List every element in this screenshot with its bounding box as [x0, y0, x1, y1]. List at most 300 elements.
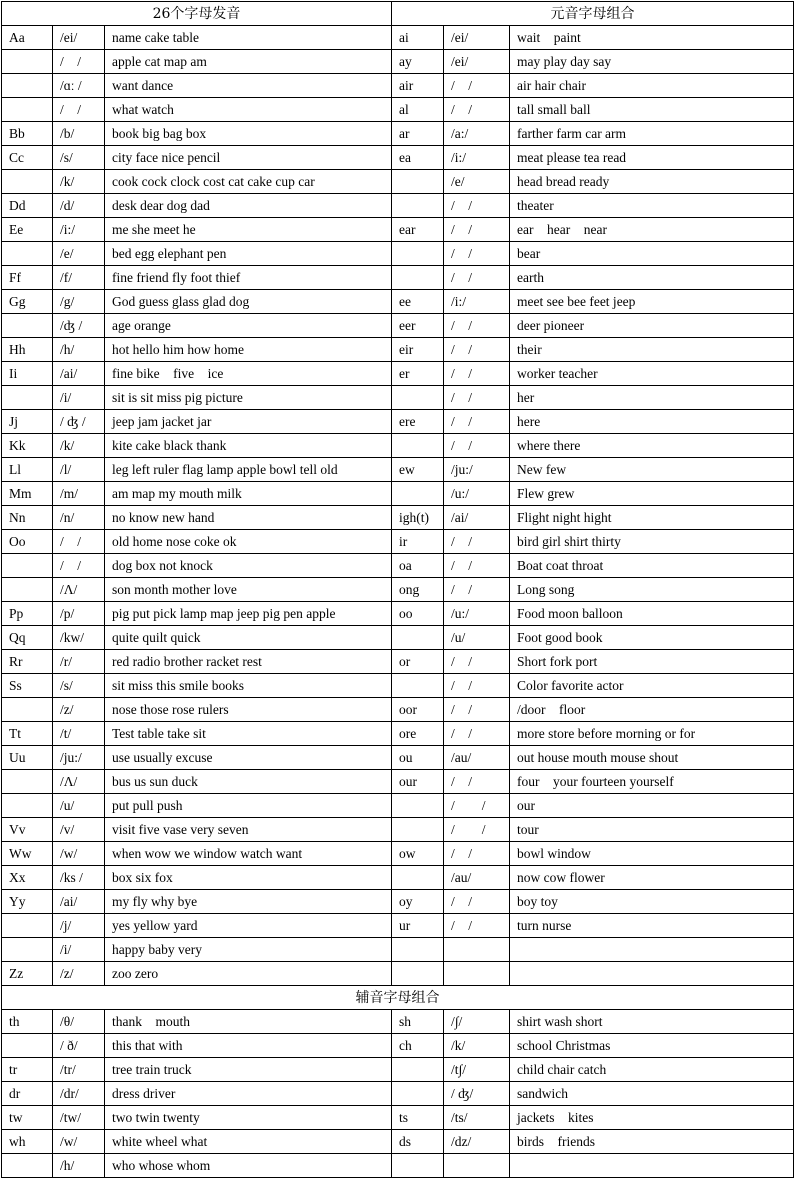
combination-phoneme-cell: / /: [444, 98, 510, 122]
table-row: [2, 1154, 794, 1178]
examples-cell: name cake table: [105, 26, 392, 50]
table-row: [2, 674, 794, 698]
examples-cell: zoo zero: [105, 962, 392, 986]
combination-examples-cell: [510, 962, 794, 986]
combination-phoneme-cell: / /: [444, 266, 510, 290]
examples-cell: fine bike five ice: [105, 362, 392, 386]
combination-cell: [392, 938, 444, 962]
examples-cell: put pull push: [105, 794, 392, 818]
table-row: [2, 1082, 794, 1106]
combination-phoneme-cell: /ei/: [444, 26, 510, 50]
combination-phoneme-cell: [444, 1154, 510, 1178]
letter-cell: [2, 314, 53, 338]
combination-cell: [392, 866, 444, 890]
table-row: [2, 194, 794, 218]
phoneme-cell: /Λ/: [53, 770, 105, 794]
letter-cell: [2, 554, 53, 578]
table-row: [2, 146, 794, 170]
examples-cell: what watch: [105, 98, 392, 122]
table-row: [2, 74, 794, 98]
examples-cell: old home nose coke ok: [105, 530, 392, 554]
examples-cell: Test table take sit: [105, 722, 392, 746]
combination-phoneme-cell: / /: [444, 914, 510, 938]
combination-examples-cell: may play day say: [510, 50, 794, 74]
combination-phoneme-cell: /u/: [444, 626, 510, 650]
examples-cell: white wheel what: [105, 1130, 392, 1154]
combination-examples-cell: worker teacher: [510, 362, 794, 386]
phoneme-cell: /ɑː /: [53, 74, 105, 98]
combination-phoneme-cell: /u:/: [444, 602, 510, 626]
phoneme-cell: /tw/: [53, 1106, 105, 1130]
combination-cell: sh: [392, 1010, 444, 1034]
combination-examples-cell: Long song: [510, 578, 794, 602]
phoneme-cell: /i/: [53, 386, 105, 410]
combination-cell: [392, 1154, 444, 1178]
phoneme-cell: /ks /: [53, 866, 105, 890]
combination-examples-cell: jackets kites: [510, 1106, 794, 1130]
combination-phoneme-cell: / /: [444, 74, 510, 98]
table-row: [2, 746, 794, 770]
combination-cell: ay: [392, 50, 444, 74]
phoneme-cell: /j/: [53, 914, 105, 938]
letter-cell: [2, 242, 53, 266]
combination-examples-cell: theater: [510, 194, 794, 218]
consonant-combination-header: 辅音字母组合: [2, 986, 794, 1010]
table-row: [2, 554, 794, 578]
combination-cell: [392, 242, 444, 266]
combination-phoneme-cell: /u:/: [444, 482, 510, 506]
combination-examples-cell: air hair chair: [510, 74, 794, 98]
letter-cell: Bb: [2, 122, 53, 146]
combination-cell: ir: [392, 530, 444, 554]
table-row: [2, 482, 794, 506]
combination-examples-cell: out house mouth mouse shout: [510, 746, 794, 770]
examples-cell: sit is sit miss pig picture: [105, 386, 392, 410]
combination-phoneme-cell: /i:/: [444, 290, 510, 314]
table-row: [2, 770, 794, 794]
table-row: [2, 1130, 794, 1154]
combination-cell: [392, 962, 444, 986]
examples-cell: happy baby very: [105, 938, 392, 962]
letter-cell: tw: [2, 1106, 53, 1130]
phonics-table-body: [2, 2, 794, 1178]
examples-cell: yes yellow yard: [105, 914, 392, 938]
phoneme-cell: / ð/: [53, 1034, 105, 1058]
combination-examples-cell: farther farm car arm: [510, 122, 794, 146]
table-row: [2, 338, 794, 362]
examples-cell: sit miss this smile books: [105, 674, 392, 698]
combination-phoneme-cell: /au/: [444, 746, 510, 770]
letter-cell: Kk: [2, 434, 53, 458]
table-row: [2, 626, 794, 650]
combination-phoneme-cell: /k/: [444, 1034, 510, 1058]
vowel-combination-header: 元音字母组合: [392, 2, 794, 26]
letter-cell: Pp: [2, 602, 53, 626]
table-row: [2, 698, 794, 722]
examples-cell: when wow we window watch want: [105, 842, 392, 866]
table-row: [2, 242, 794, 266]
combination-examples-cell: Foot good book: [510, 626, 794, 650]
phoneme-cell: /z/: [53, 698, 105, 722]
letter-cell: Cc: [2, 146, 53, 170]
combination-examples-cell: tall small ball: [510, 98, 794, 122]
combination-cell: ts: [392, 1106, 444, 1130]
combination-cell: our: [392, 770, 444, 794]
examples-cell: dog box not knock: [105, 554, 392, 578]
examples-cell: city face nice pencil: [105, 146, 392, 170]
phoneme-cell: /f/: [53, 266, 105, 290]
phoneme-cell: /u/: [53, 794, 105, 818]
letter-cell: Ll: [2, 458, 53, 482]
letter-cell: Jj: [2, 410, 53, 434]
examples-cell: son month mother love: [105, 578, 392, 602]
phoneme-cell: /i/: [53, 938, 105, 962]
combination-examples-cell: wait paint: [510, 26, 794, 50]
examples-cell: me she meet he: [105, 218, 392, 242]
combination-examples-cell: school Christmas: [510, 1034, 794, 1058]
combination-phoneme-cell: [444, 962, 510, 986]
table-row: [2, 1034, 794, 1058]
examples-cell: use usually excuse: [105, 746, 392, 770]
combination-examples-cell: /door floor: [510, 698, 794, 722]
combination-phoneme-cell: / /: [444, 890, 510, 914]
combination-examples-cell: New few: [510, 458, 794, 482]
phoneme-cell: /kw/: [53, 626, 105, 650]
phoneme-cell: /l/: [53, 458, 105, 482]
combination-cell: ea: [392, 146, 444, 170]
letter-cell: Nn: [2, 506, 53, 530]
table-row: [2, 434, 794, 458]
phoneme-cell: / /: [53, 50, 105, 74]
phoneme-cell: / /: [53, 98, 105, 122]
combination-cell: ear: [392, 218, 444, 242]
combination-cell: ow: [392, 842, 444, 866]
combination-examples-cell: four your fourteen yourself: [510, 770, 794, 794]
letter-cell: Hh: [2, 338, 53, 362]
examples-cell: my fly why bye: [105, 890, 392, 914]
phoneme-cell: /ai/: [53, 362, 105, 386]
letter-cell: [2, 1154, 53, 1178]
combination-examples-cell: here: [510, 410, 794, 434]
combination-phoneme-cell: / /: [444, 194, 510, 218]
combination-examples-cell: bear: [510, 242, 794, 266]
table-row: [2, 98, 794, 122]
table-row: [2, 818, 794, 842]
combination-examples-cell: boy toy: [510, 890, 794, 914]
combination-examples-cell: more store before morning or for: [510, 722, 794, 746]
phoneme-cell: /s/: [53, 146, 105, 170]
phoneme-cell: /v/: [53, 818, 105, 842]
phoneme-cell: /h/: [53, 338, 105, 362]
letter-cell: Yy: [2, 890, 53, 914]
phoneme-cell: /k/: [53, 434, 105, 458]
combination-examples-cell: Flight night hight: [510, 506, 794, 530]
table-row: [2, 410, 794, 434]
examples-cell: pig put pick lamp map jeep pig pen apple: [105, 602, 392, 626]
phoneme-cell: / ʤ /: [53, 410, 105, 434]
combination-examples-cell: Short fork port: [510, 650, 794, 674]
letter-cell: Aa: [2, 26, 53, 50]
letter-cell: [2, 74, 53, 98]
phoneme-cell: /i:/: [53, 218, 105, 242]
combination-cell: air: [392, 74, 444, 98]
examples-cell: tree train truck: [105, 1058, 392, 1082]
letter-cell: [2, 914, 53, 938]
table-row: [2, 506, 794, 530]
combination-phoneme-cell: / /: [444, 722, 510, 746]
combination-examples-cell: now cow flower: [510, 866, 794, 890]
combination-cell: [392, 386, 444, 410]
combination-cell: oa: [392, 554, 444, 578]
combination-examples-cell: [510, 1154, 794, 1178]
table-row: [2, 290, 794, 314]
combination-cell: [392, 482, 444, 506]
combination-cell: ere: [392, 410, 444, 434]
table-row: [2, 218, 794, 242]
letter-cell: Dd: [2, 194, 53, 218]
combination-cell: oor: [392, 698, 444, 722]
combination-examples-cell: turn nurse: [510, 914, 794, 938]
combination-cell: [392, 434, 444, 458]
combination-cell: [392, 1058, 444, 1082]
phoneme-cell: /n/: [53, 506, 105, 530]
examples-cell: bed egg elephant pen: [105, 242, 392, 266]
consonant-header-row: [2, 986, 794, 1010]
letter-cell: [2, 578, 53, 602]
combination-phoneme-cell: / /: [444, 674, 510, 698]
examples-cell: hot hello him how home: [105, 338, 392, 362]
combination-phoneme-cell: / /: [444, 770, 510, 794]
examples-cell: want dance: [105, 74, 392, 98]
letter-cell: [2, 386, 53, 410]
table-row: [2, 914, 794, 938]
examples-cell: bus us sun duck: [105, 770, 392, 794]
combination-examples-cell: bird girl shirt thirty: [510, 530, 794, 554]
combination-examples-cell: birds friends: [510, 1130, 794, 1154]
examples-cell: book big bag box: [105, 122, 392, 146]
phoneme-cell: /h/: [53, 1154, 105, 1178]
combination-examples-cell: head bread ready: [510, 170, 794, 194]
combination-phoneme-cell: /∫/: [444, 1010, 510, 1034]
combination-examples-cell: Color favorite actor: [510, 674, 794, 698]
combination-phoneme-cell: /t∫/: [444, 1058, 510, 1082]
letter-cell: [2, 50, 53, 74]
letter-cell: Ww: [2, 842, 53, 866]
combination-examples-cell: bowl window: [510, 842, 794, 866]
phoneme-cell: /p/: [53, 602, 105, 626]
phoneme-cell: /Λ/: [53, 578, 105, 602]
phoneme-cell: /ei/: [53, 26, 105, 50]
combination-examples-cell: ear hear near: [510, 218, 794, 242]
table-row: [2, 890, 794, 914]
combination-examples-cell: tour: [510, 818, 794, 842]
combination-phoneme-cell: / /: [444, 818, 510, 842]
combination-phoneme-cell: /a:/: [444, 122, 510, 146]
combination-cell: ai: [392, 26, 444, 50]
letter-cell: Uu: [2, 746, 53, 770]
phoneme-cell: /g/: [53, 290, 105, 314]
combination-examples-cell: her: [510, 386, 794, 410]
table-row: [2, 1010, 794, 1034]
combination-examples-cell: child chair catch: [510, 1058, 794, 1082]
combination-phoneme-cell: /e/: [444, 170, 510, 194]
examples-cell: cook cock clock cost cat cake cup car: [105, 170, 392, 194]
examples-cell: quite quilt quick: [105, 626, 392, 650]
phoneme-cell: /ʤ /: [53, 314, 105, 338]
letter-cell: Oo: [2, 530, 53, 554]
letter-cell: dr: [2, 1082, 53, 1106]
table-row: [2, 650, 794, 674]
combination-cell: ong: [392, 578, 444, 602]
table-row: [2, 842, 794, 866]
phoneme-cell: /k/: [53, 170, 105, 194]
phoneme-cell: / /: [53, 554, 105, 578]
letter-cell: [2, 938, 53, 962]
combination-examples-cell: deer pioneer: [510, 314, 794, 338]
table-row: [2, 578, 794, 602]
examples-cell: dress driver: [105, 1082, 392, 1106]
combination-cell: or: [392, 650, 444, 674]
table-row: [2, 794, 794, 818]
phoneme-cell: /e/: [53, 242, 105, 266]
combination-examples-cell: sandwich: [510, 1082, 794, 1106]
phoneme-cell: /m/: [53, 482, 105, 506]
table-row: [2, 602, 794, 626]
table-row: [2, 26, 794, 50]
letter-cell: th: [2, 1010, 53, 1034]
letter-cell: Qq: [2, 626, 53, 650]
combination-examples-cell: Boat coat throat: [510, 554, 794, 578]
combination-cell: [392, 674, 444, 698]
examples-cell: thank mouth: [105, 1010, 392, 1034]
combination-phoneme-cell: / /: [444, 554, 510, 578]
examples-cell: kite cake black thank: [105, 434, 392, 458]
examples-cell: two twin twenty: [105, 1106, 392, 1130]
letter-cell: Ee: [2, 218, 53, 242]
examples-cell: red radio brother racket rest: [105, 650, 392, 674]
examples-cell: this that with: [105, 1034, 392, 1058]
phoneme-cell: /tr/: [53, 1058, 105, 1082]
letter-cell: Vv: [2, 818, 53, 842]
combination-examples-cell: [510, 938, 794, 962]
combination-examples-cell: meet see bee feet jeep: [510, 290, 794, 314]
combination-phoneme-cell: / /: [444, 314, 510, 338]
letter-cell: Ss: [2, 674, 53, 698]
examples-cell: desk dear dog dad: [105, 194, 392, 218]
table-row: [2, 50, 794, 74]
combination-phoneme-cell: /dz/: [444, 1130, 510, 1154]
letter-cell: Ii: [2, 362, 53, 386]
combination-phoneme-cell: / /: [444, 386, 510, 410]
combination-cell: [392, 626, 444, 650]
table-row: [2, 314, 794, 338]
combination-cell: ar: [392, 122, 444, 146]
table-row: [2, 122, 794, 146]
examples-cell: box six fox: [105, 866, 392, 890]
table-row: [2, 458, 794, 482]
combination-examples-cell: earth: [510, 266, 794, 290]
combination-phoneme-cell: /i:/: [444, 146, 510, 170]
combination-cell: oy: [392, 890, 444, 914]
examples-cell: visit five vase very seven: [105, 818, 392, 842]
combination-examples-cell: Flew grew: [510, 482, 794, 506]
combination-examples-cell: where there: [510, 434, 794, 458]
letter-cell: Tt: [2, 722, 53, 746]
phoneme-cell: / /: [53, 530, 105, 554]
phoneme-cell: /z/: [53, 962, 105, 986]
combination-cell: [392, 794, 444, 818]
phoneme-cell: /w/: [53, 1130, 105, 1154]
letter-cell: wh: [2, 1130, 53, 1154]
combination-phoneme-cell: /ai/: [444, 506, 510, 530]
phoneme-cell: /θ/: [53, 1010, 105, 1034]
combination-examples-cell: meat please tea read: [510, 146, 794, 170]
examples-cell: who whose whom: [105, 1154, 392, 1178]
phoneme-cell: /s/: [53, 674, 105, 698]
combination-cell: [392, 266, 444, 290]
combination-phoneme-cell: /ju:/: [444, 458, 510, 482]
examples-cell: fine friend fly foot thief: [105, 266, 392, 290]
table-row: [2, 866, 794, 890]
examples-cell: am map my mouth milk: [105, 482, 392, 506]
combination-phoneme-cell: /au/: [444, 866, 510, 890]
combination-cell: [392, 170, 444, 194]
combination-examples-cell: our: [510, 794, 794, 818]
combination-phoneme-cell: /ts/: [444, 1106, 510, 1130]
combination-cell: eer: [392, 314, 444, 338]
phoneme-cell: /b/: [53, 122, 105, 146]
phoneme-cell: /ai/: [53, 890, 105, 914]
combination-cell: ur: [392, 914, 444, 938]
combination-phoneme-cell: / /: [444, 578, 510, 602]
combination-phoneme-cell: / /: [444, 410, 510, 434]
examples-cell: leg left ruler flag lamp apple bowl tell old: [105, 458, 392, 482]
letter-cell: Ff: [2, 266, 53, 290]
letter-cell: Gg: [2, 290, 53, 314]
table-row: [2, 938, 794, 962]
examples-cell: jeep jam jacket jar: [105, 410, 392, 434]
combination-phoneme-cell: / /: [444, 650, 510, 674]
combination-cell: igh(t): [392, 506, 444, 530]
table-row: [2, 962, 794, 986]
examples-cell: nose those rose rulers: [105, 698, 392, 722]
combination-cell: ew: [392, 458, 444, 482]
header-row: [2, 2, 794, 26]
examples-cell: apple cat map am: [105, 50, 392, 74]
combination-cell: er: [392, 362, 444, 386]
letter-cell: [2, 170, 53, 194]
combination-phoneme-cell: / /: [444, 242, 510, 266]
table-row: [2, 170, 794, 194]
table-row: [2, 362, 794, 386]
letter-cell: tr: [2, 1058, 53, 1082]
examples-cell: age orange: [105, 314, 392, 338]
phoneme-cell: /ju:/: [53, 746, 105, 770]
letter-cell: Mm: [2, 482, 53, 506]
letter-cell: [2, 794, 53, 818]
combination-cell: ch: [392, 1034, 444, 1058]
table-row: [2, 266, 794, 290]
table-row: [2, 722, 794, 746]
combination-phoneme-cell: / /: [444, 530, 510, 554]
combination-examples-cell: their: [510, 338, 794, 362]
phoneme-cell: /d/: [53, 194, 105, 218]
combination-phoneme-cell: / /: [444, 434, 510, 458]
combination-cell: ds: [392, 1130, 444, 1154]
combination-cell: [392, 1082, 444, 1106]
examples-cell: God guess glass glad dog: [105, 290, 392, 314]
combination-phoneme-cell: [444, 938, 510, 962]
